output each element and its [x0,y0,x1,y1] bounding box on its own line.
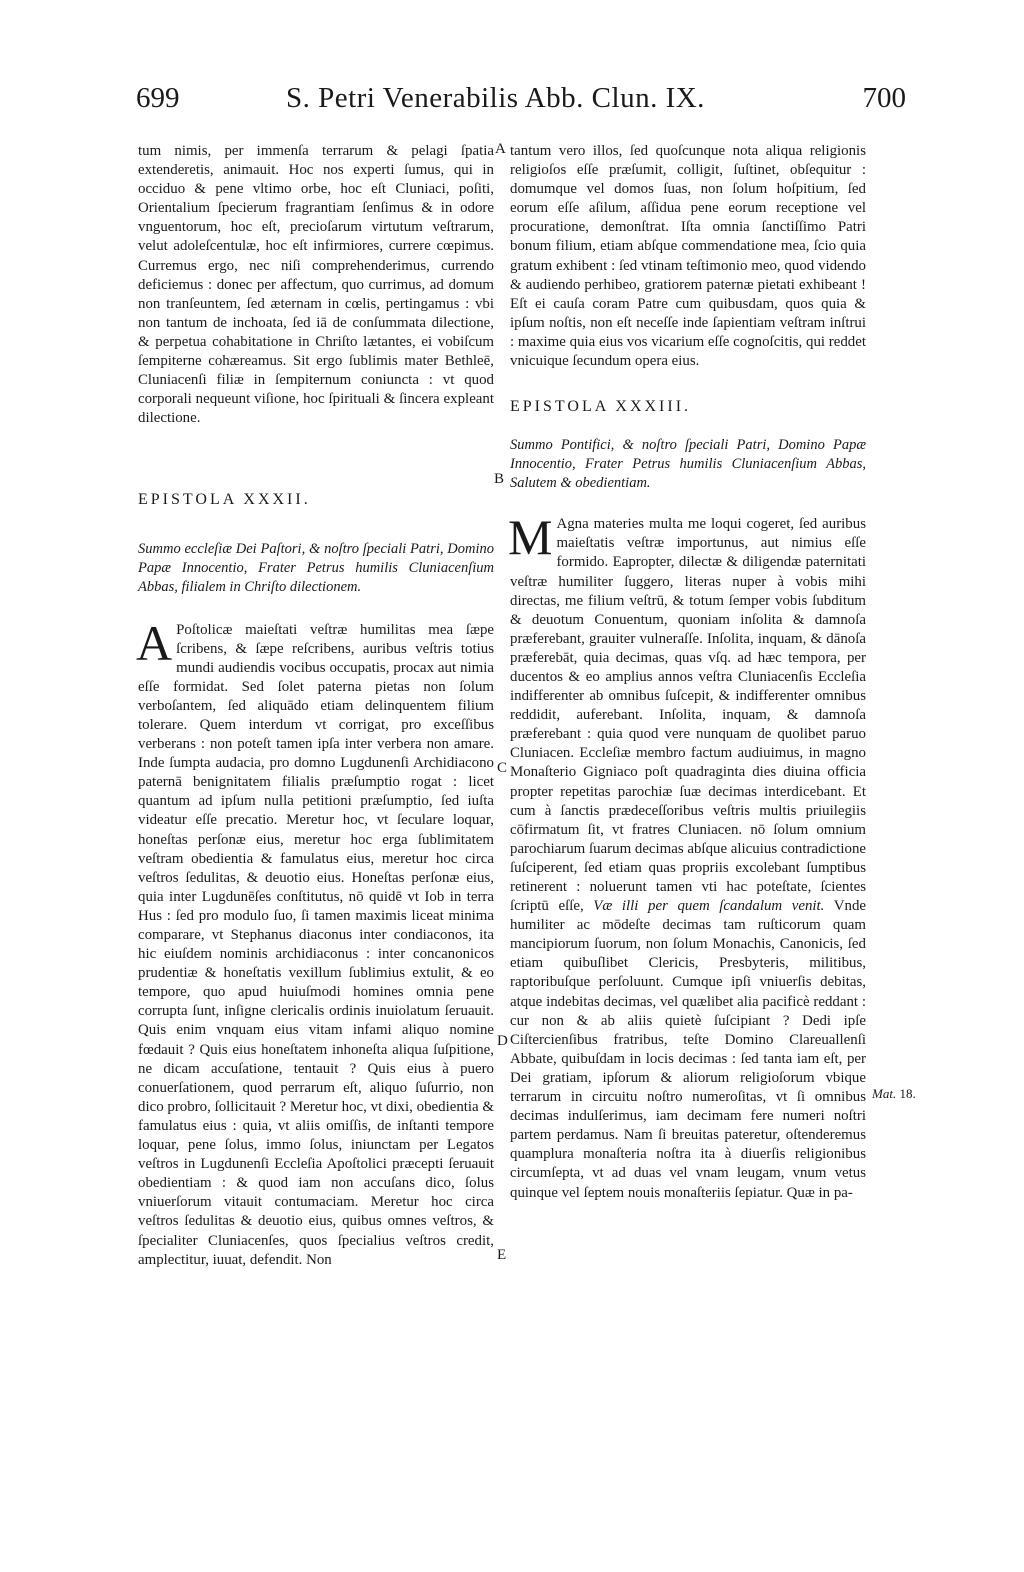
right-column [510,142,866,1203]
letter-body-text-1: Agna materies multa me loqui cogeret, ſed auribus maieſtatis veſtræ importunus, aut nimius eſſe formido. Eapropter, dilectæ & diligendæ paternitati veſtræ humiliter ſuggero, literas nuper à vobis mihi directas, me filium veſtrū, & totum ſemper vobis ſubditum & deuotum Conuentum, quoniam inſolita & damnoſa præferebant, grauiter vulneraſſe. Inſolita, inquam, & dānoſa præferebāt, quia decimas, quas vſq. ad hæc tempora, per ducentos & eo amplius annos veſtra Cluniacenſis Eccleſia indifferenter ab omnibus ſuſcepit, & indifferenter omnibus reddidit, auferebant. Inſolita, inquam, & damnoſa præferebant : quia quod vere nunquam de quolibet paruo Cluniacen. Eccleſiæ membro factum audiuimus, in magno Monaſterio Gigniaco poſt quadraginta dies diuina officia propter repetitas parochiæ ſuæ decimas interdicebant. Et cum à ſanctis prædeceſſoribus veſtris multis priuilegiis cōfirmatum ſit, vt fratres Cluniacen. nō ſolum omnium parochiarum ſuarum decimas abſque alicuius contradictione ſuſciperent, ſed etiam quas propriis excolebant ſumptibus retinerent : noluerunt tamen vti hac poteſtate, ſcientes ſcriptū eſſe, [510,516,867,915]
running-title: S. Petri Venerabilis Abb. Clun. IX. [286,82,705,114]
salutation: Summo eccleſiæ Dei Paſtori, & noſtro ſpeciali Patri, Domino Papæ Innocentio, Frater Petrus humilis Cluniacenſium Abbas, filialem in Chriſto dilectionem. [138,540,494,595]
citation-book: Mat. [872,1086,897,1101]
citation-chapter: 18. [899,1086,916,1101]
left-page-number: 699 [136,82,180,114]
letter-body-text-2: Vnde humiliter ac mōdeſte decimas tam ruſticorum quam mancipiorum ſuorum, non ſolum Monachis, Canonicis, ſed etiam quibuſlibet Clericis, Presbyteris, militibus, raptoribuſque perſoluunt. Cumque ipſi vniuerſis debitas, atque indebitas decimas, vel quælibet alia pacificè reddant : cur non & ab aliis quietè ſuſcipiant ? Dedi ipſe Ciſtercienſibus fratribus, teſte Domino Clareuallenſi Abbate, quibuſdam in locis decimas : ſed tanta iam eſt, per Dei gratiam, ipſorum & aliorum religioſorum vbique terrarum in circuitu noſtro numeroſitas, vt ſi omnibus decimas indulſerimus, iam decimam fere numeri noſtri partem perdamus. Nam ſi breuitas pateretur, oſtenderemus quamplura monaſteria noſtra ita à diuerſis religionibus circumſepta, vt ad duas vel vnam leugam, vnum vetus quinque vel ſeptem nouis monaſteriis ſepiatur. Quæ in pa- [510,898,866,1201]
margin-letter-c: C [497,760,508,776]
margin-letter-b: B [494,471,505,487]
salutation: Summo Pontifici, & noſtro ſpeciali Patri, Domino Papæ Innocentio, Frater Petrus humilis Cluniacenſium Abbas, Salutem & obedientiam. [510,437,866,492]
dropcap-initial: A [136,614,173,671]
margin-letter-a: A [495,141,506,157]
letter-body [508,509,867,1202]
continuation-paragraph: tum nimis, per immenſa terrarum & pelagi ſpatia extenderetis, animauit. Hoc nos experti ſumus, qui in occiduo & pene vltimo orbe, hoc eſt Cluniaci, poſiti, Orientalium ſpecierum fragrantiam ſenſimus & in odore vnguentorum, hoc eſt, precioſarum virtutum veſtrarum, velut adoleſcentulæ, hoc eſt infirmiores, currere cœpimus. Curremus ergo, nec niſi comprehenderimus, currendo deficiemus : donec per affectum, quo currimus, ad domum non tranſeuntem, ſed æternam in cœlis, pertingamus : vbi non tantum de inchoata, ſed iā de conſummata dilectione, & perpetua cohabitatione in Chriſto lætantes, ei vobiſcum ſempiterne cohæreamus. Sit ergo ſublimis mater Bethleē, Cluniacenſi filiæ in ſempiternum coniuncta : vt quod corporali nequeunt viſione, hoc ſpirituali & ſincera expleant dilectione. [138,143,494,427]
running-head [136,82,906,126]
right-page-number: 700 [862,82,906,114]
margin-letter-d: D [497,1033,508,1049]
margin-letter-e: E [497,1247,507,1263]
dropcap-initial: M [508,509,553,566]
letter-body-text: Poſtolicæ maieſtati veſtræ humilitas mea ſæpe ſcribens, & ſæpe reſcribens, auribus veſtris totius mundi audiendis vocibus occupatis, procax aut nimia eſſe formidat. Sed ſolet paterna pietas non ſolum verboſantem, ſed aliquādo etiam delinquentem filium tolerare. Quem interdum vt corrigat, pro exceſſibus verberans : non poteſt tamen ipſa inter verbera non amare. Inde ſumpta audacia, pro domno Lugdunenſi Archidiacono paternā benignitatem filialis præſumptio rogat : licet quantum ad ipſum nulla petitioni præſumptio, ſed iuſta videatur eſſe precatio. Meretur hoc, vt ſeculare loquar, honeſtas perſonæ eius, meretur hoc erga ſublimitatem veſtram obedientia & famulatus eius, meretur hoc circa veſtros ſedulitas, & deuotio eius. Honeſtas perſonæ eius, quia inter Lugdunēſes conſtitutus, nō quidē vt Iob in terra Hus : ſed pro modulo ſuo, ſi tamen maximis liceat minima comparare, vt Stephanus diaconus inter condiaconos, ita hic eiuſdem nominis archidiaconus : inter concanonicos prudentiæ & honeſtatis vexillum ſublimius extulit, & eo tempore, quo apud huiuſmodi homines omnia pene corrupta ſunt, inſigne clericalis ordinis inuiolatum ſeruauit. Quis enim vnquam eius vitam infami aliquo nomine fœdauit ? Quis eius honeſtatem inhoneſta aliqua ſuſpitione, ne dicam accuſatione, tentauit ? Quis eius à puero conuerſationem, quod perrarum eſt, aliquo ſuſurrio, non dico probro, ſollicitauit ? Meretur hoc, vt dixi, obedientia & famulatus eius : quia, vt aliis omiſſis, de inſtanti tempore loquar, pene ſolus, immo ſolus, iniunctam per Legatos veſtros in Lugdunenſi Eccleſia Apoſtolici præcepti ſeruauit obedientiam : & quod iam non accuſans dico, ſolus vniuerſorum vitauit contumaciam. Meretur hoc circa veſtros ſedulitas & deuotio eius, quibus omnes veſtros, & ſpecialiter Cluniacenſes, quos ſpecialius veſtros credit, amplectitur, iuuat, defendit. Non [138,621,494,1268]
scripture-quote: Væ illi per quem ſcandalum venit. [593,898,825,915]
continuation-paragraph: tantum vero illos, ſed quoſcunque nota aliqua religionis religioſos eſſe præſumit, colligit, ſuſtinet, obſequitur : domumque vel domos ſuas, non ſolum hoſpitium, ſed eorum eſſe aſilum, aſſidua pene eorum receptione vel procuratione, demonſtrat. Iſta omnia ſanctiſſimo Patri bonum filium, etiam abſque commendatione mea, ſcio quia gratum exhibent : ſed vtinam teſtimonio meo, quod videndo & audiendo perhibeo, gratiorem paternæ pietati exhibeant ! Eſt ei cauſa coram Patre cum quibusdam, quos quia & ipſum noſtis, non eſt neceſſe inde ſapientiam veſtram inſtrui : maxime quia eius vos vicarium eſſe cognoſcitis, qui reddet vnicuique ſecundum opera eius. [510,143,866,370]
left-column [138,142,494,1270]
epistola-title: EPISTOLA XXXIII. [510,398,692,416]
margin-citation [872,1086,916,1102]
letter-body [136,614,494,1270]
epistola-title: EPISTOLA XXXII. [138,491,311,509]
